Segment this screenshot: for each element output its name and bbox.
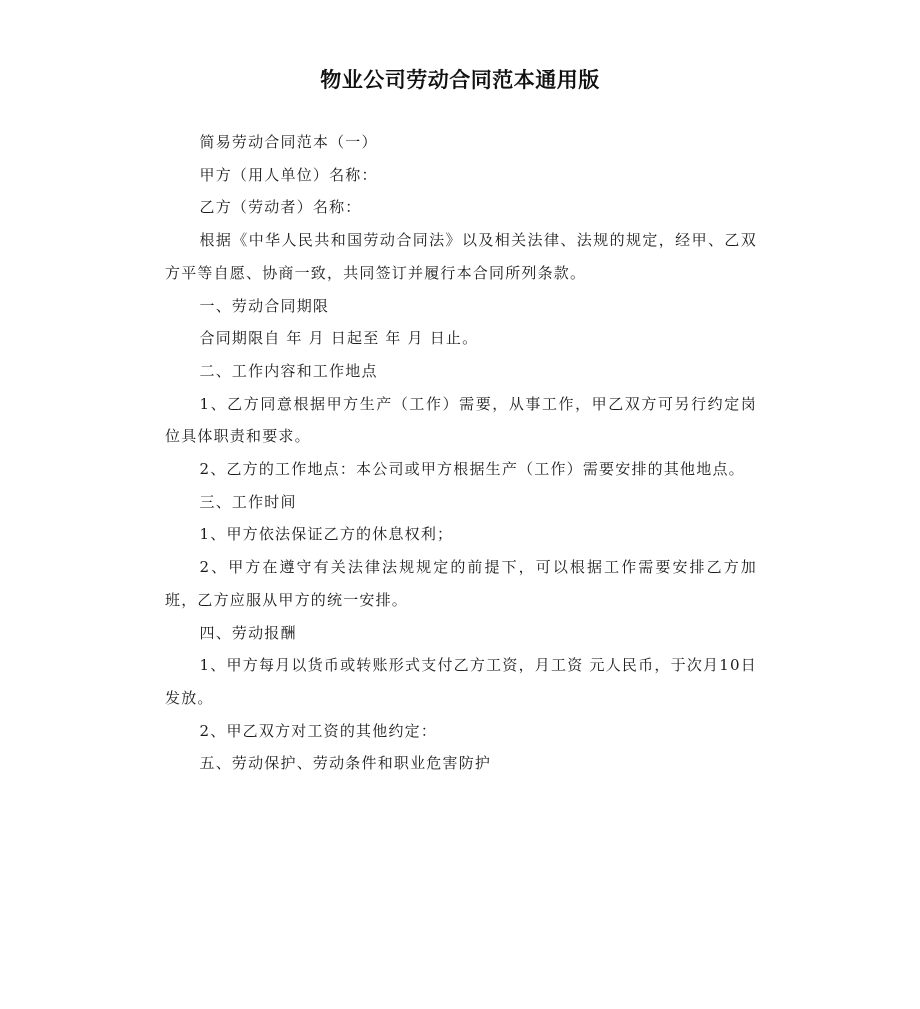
paragraph-preamble: 根据《中华人民共和国劳动合同法》以及相关法律、法规的规定，经甲、乙双方平等自愿、协商一致，共同签订并履行本合同所列条款。 (165, 231, 757, 282)
section-heading-work-content: 二、工作内容和工作地点 (199, 361, 378, 380)
document-title: 物业公司劳动合同范本通用版 (320, 68, 600, 92)
document-body (165, 126, 757, 780)
paragraph-working-hours-1: 1、甲方依法保证乙方的休息权利； (199, 525, 454, 544)
paragraph-contract-term: 合同期限自 年 月 日起至 年 月 日止。 (199, 329, 479, 348)
section-heading-working-hours: 三、工作时间 (199, 492, 297, 511)
section-heading-labor-protection: 五、劳动保护、劳动条件和职业危害防护 (199, 754, 492, 773)
paragraph-work-content-1: 1、乙方同意根据甲方生产（工作）需要，从事工作，甲乙双方可另行约定岗位具体职责和要求。 (165, 394, 757, 446)
paragraph-remuneration-1: 1、甲方每月以货币或转账形式支付乙方工资，月工资 元人民币，于次月10日发放。 (165, 656, 757, 707)
paragraph-party-a-name: 甲方（用人单位）名称： (199, 165, 378, 184)
section-heading-contract-term: 一、劳动合同期限 (199, 296, 330, 315)
paragraph-party-b-name: 乙方（劳动者）名称： (199, 198, 362, 217)
section-heading-remuneration: 四、劳动报酬 (199, 623, 297, 642)
paragraph-remuneration-2: 2、甲乙双方对工资的其他约定： (199, 721, 438, 740)
paragraph-contract-heading: 简易劳动合同范本（一） (199, 133, 378, 151)
paragraph-working-hours-2: 2、甲方在遵守有关法律法规规定的前提下，可以根据工作需要安排乙方加班，乙方应服从甲方的统一安排。 (165, 558, 757, 609)
paragraph-work-content-2: 2、乙方的工作地点：本公司或甲方根据生产（工作）需要安排的其他地点。 (199, 460, 745, 479)
